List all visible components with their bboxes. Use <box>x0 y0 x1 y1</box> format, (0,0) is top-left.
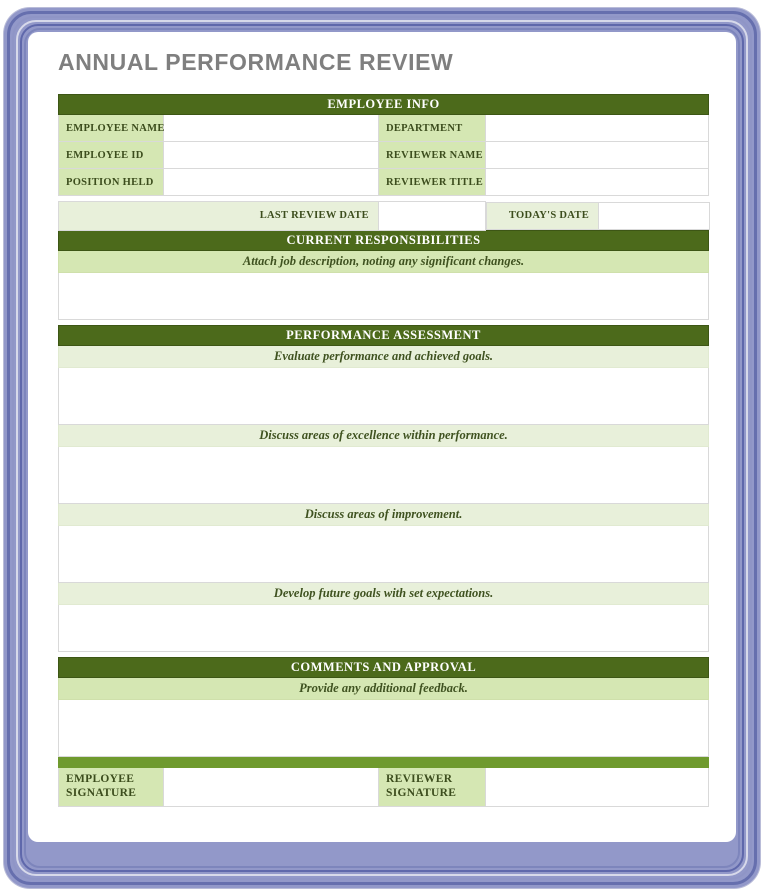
prompt-future-goals-text: Develop future goals with set expectations. <box>59 582 709 604</box>
input-department[interactable] <box>486 115 709 142</box>
section-header-performance-assessment <box>59 325 709 345</box>
label-position-held: POSITION HELD <box>59 169 164 196</box>
input-todays-date[interactable] <box>599 202 710 229</box>
date-cell-group-today <box>486 202 709 231</box>
label-employee-signature-line2: SIGNATURE <box>66 786 137 799</box>
section-header-current-responsibilities-label: CURRENT RESPONSIBILITIES <box>59 230 709 250</box>
label-employee-signature-line1: EMPLOYEE <box>66 772 135 785</box>
prompt-evaluate-performance-text: Evaluate performance and achieved goals. <box>59 345 709 367</box>
input-additional-feedback[interactable] <box>59 699 709 756</box>
label-reviewer-signature <box>379 767 486 806</box>
section-header-current-responsibilities <box>59 230 709 250</box>
input-reviewer-signature[interactable] <box>486 767 709 806</box>
input-employee-name[interactable] <box>164 115 379 142</box>
prompt-future-goals <box>59 582 709 604</box>
label-employee-name: EMPLOYEE NAME <box>59 115 164 142</box>
prompt-current-responsibilities-text: Attach job description, noting any significant changes. <box>59 250 709 272</box>
prompt-additional-feedback <box>59 677 709 699</box>
prompt-areas-of-excellence <box>59 424 709 446</box>
input-current-responsibilities[interactable] <box>59 272 709 319</box>
input-reviewer-name[interactable] <box>486 142 709 169</box>
input-future-goals[interactable] <box>59 604 709 651</box>
response-area-additional-feedback <box>59 699 709 756</box>
label-reviewer-signature-line1: REVIEWER <box>386 772 453 785</box>
page-title: ANNUAL PERFORMANCE REVIEW <box>58 49 454 75</box>
label-employee-id: EMPLOYEE ID <box>59 142 164 169</box>
input-areas-of-improvement[interactable] <box>59 525 709 582</box>
label-employee-signature <box>59 767 164 806</box>
table-row-signatures <box>59 767 709 806</box>
performance-review-form <box>58 94 709 807</box>
label-todays-date: TODAY'S DATE <box>487 202 599 229</box>
table-row <box>59 142 709 169</box>
input-employee-signature[interactable] <box>164 767 379 806</box>
prompt-areas-of-improvement <box>59 503 709 525</box>
section-header-comments-and-approval-label: COMMENTS AND APPROVAL <box>59 657 709 677</box>
label-department: DEPARTMENT <box>379 115 486 142</box>
label-last-review-date: LAST REVIEW DATE <box>59 202 379 231</box>
label-reviewer-signature-line2: SIGNATURE <box>386 786 457 799</box>
response-area-current-responsibilities <box>59 272 709 319</box>
response-area-evaluate-performance <box>59 367 709 424</box>
section-header-performance-assessment-label: PERFORMANCE ASSESSMENT <box>59 325 709 345</box>
table-row <box>59 115 709 142</box>
input-position-held[interactable] <box>164 169 379 196</box>
prompt-areas-of-excellence-text: Discuss areas of excellence within performance. <box>59 424 709 446</box>
input-evaluate-performance[interactable] <box>59 367 709 424</box>
table-row <box>59 169 709 196</box>
input-employee-id[interactable] <box>164 142 379 169</box>
response-area-areas-of-improvement <box>59 525 709 582</box>
table-row-dates <box>59 202 709 231</box>
section-header-employee-info-label: EMPLOYEE INFO <box>59 95 709 115</box>
prompt-areas-of-improvement-text: Discuss areas of improvement. <box>59 503 709 525</box>
document-page <box>28 32 736 842</box>
section-header-comments-and-approval <box>59 657 709 677</box>
response-area-areas-of-excellence <box>59 446 709 503</box>
label-reviewer-name: REVIEWER NAME <box>379 142 486 169</box>
prompt-evaluate-performance <box>59 345 709 367</box>
prompt-additional-feedback-text: Provide any additional feedback. <box>59 677 709 699</box>
response-area-future-goals <box>59 604 709 651</box>
label-reviewer-title: REVIEWER TITLE <box>379 169 486 196</box>
input-last-review-date[interactable] <box>379 202 486 231</box>
signature-divider-bar <box>59 756 709 767</box>
input-areas-of-excellence[interactable] <box>59 446 709 503</box>
input-reviewer-title[interactable] <box>486 169 709 196</box>
prompt-current-responsibilities <box>59 250 709 272</box>
section-header-employee-info <box>59 95 709 115</box>
